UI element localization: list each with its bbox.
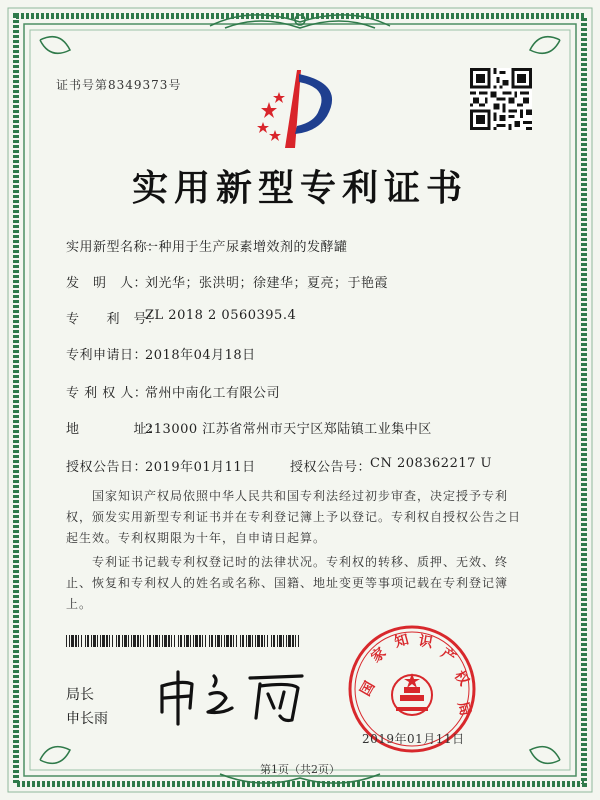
address-label: 地 址： (66, 422, 161, 437)
filing-date-value: 2018年04月18日 (145, 348, 256, 363)
director-signature (152, 668, 327, 726)
grant-date-label: 授权公告日： (66, 460, 148, 475)
patentee-label: 专 利 权 人： (66, 386, 148, 401)
certificate-title: 实用新型专利证书 (131, 167, 468, 209)
qr-code-icon (470, 68, 532, 130)
svg-text:家: 家 (368, 644, 390, 667)
grant-date-value: 2019年01月11日 (145, 460, 256, 475)
utility-model-name-value: 一种用于生产尿素增效剂的发酵罐 (145, 240, 348, 255)
grant-number-label: 授权公告号： (290, 460, 372, 475)
filing-date-label: 专利申请日： (66, 348, 148, 363)
inventor-value: 刘光华；张洪明；徐建华；夏亮；于艳霞 (145, 276, 389, 291)
legal-status-paragraph: 专利证书记载专利权登记时的法律状况。专利权的转移、质押、无效、终止、恢复和专利权人的姓名或名称、国籍、地址变更等事项记载在专利登记簿上。 (66, 555, 509, 611)
director-name-label: 申长雨 (66, 711, 108, 727)
seal-date: 2019年01月11日 (362, 732, 465, 746)
grant-statement-paragraph: 国家知识产权局依照中华人民共和国专利法经过初步审查，决定授予专利权，颁发实用新型专利证书并在专利登记簿上予以登记。专利权自授权公告之日起生效。专利权期限为十年，自申请日起算。 (66, 489, 522, 545)
patent-number-label: 专 利 号： (66, 312, 161, 327)
page-footer: 第1页（共2页） (260, 763, 340, 776)
svg-text:国: 国 (357, 678, 379, 699)
address-value: 213000 江苏省常州市天宁区郑陆镇工业集中区 (145, 422, 432, 437)
inventor-label: 发 明 人： (66, 276, 148, 291)
barcode-icon (66, 635, 302, 647)
patent-number-value: ZL 2018 2 0560395.4 (145, 308, 297, 323)
svg-text:局: 局 (454, 699, 474, 718)
svg-text:产: 产 (437, 645, 459, 667)
utility-model-name-label: 实用新型名称： (66, 240, 161, 255)
cnipa-logo-icon (255, 64, 350, 154)
patentee-value: 常州中南化工有限公司 (145, 386, 281, 401)
grant-number-value: CN 208362217 U (370, 456, 492, 471)
certificate-number: 证书号第8349373号 (56, 78, 182, 92)
director-title-label: 局长 (66, 687, 94, 703)
svg-text:权: 权 (450, 668, 472, 689)
svg-text:识: 识 (417, 633, 434, 652)
svg-text:知: 知 (392, 631, 411, 651)
